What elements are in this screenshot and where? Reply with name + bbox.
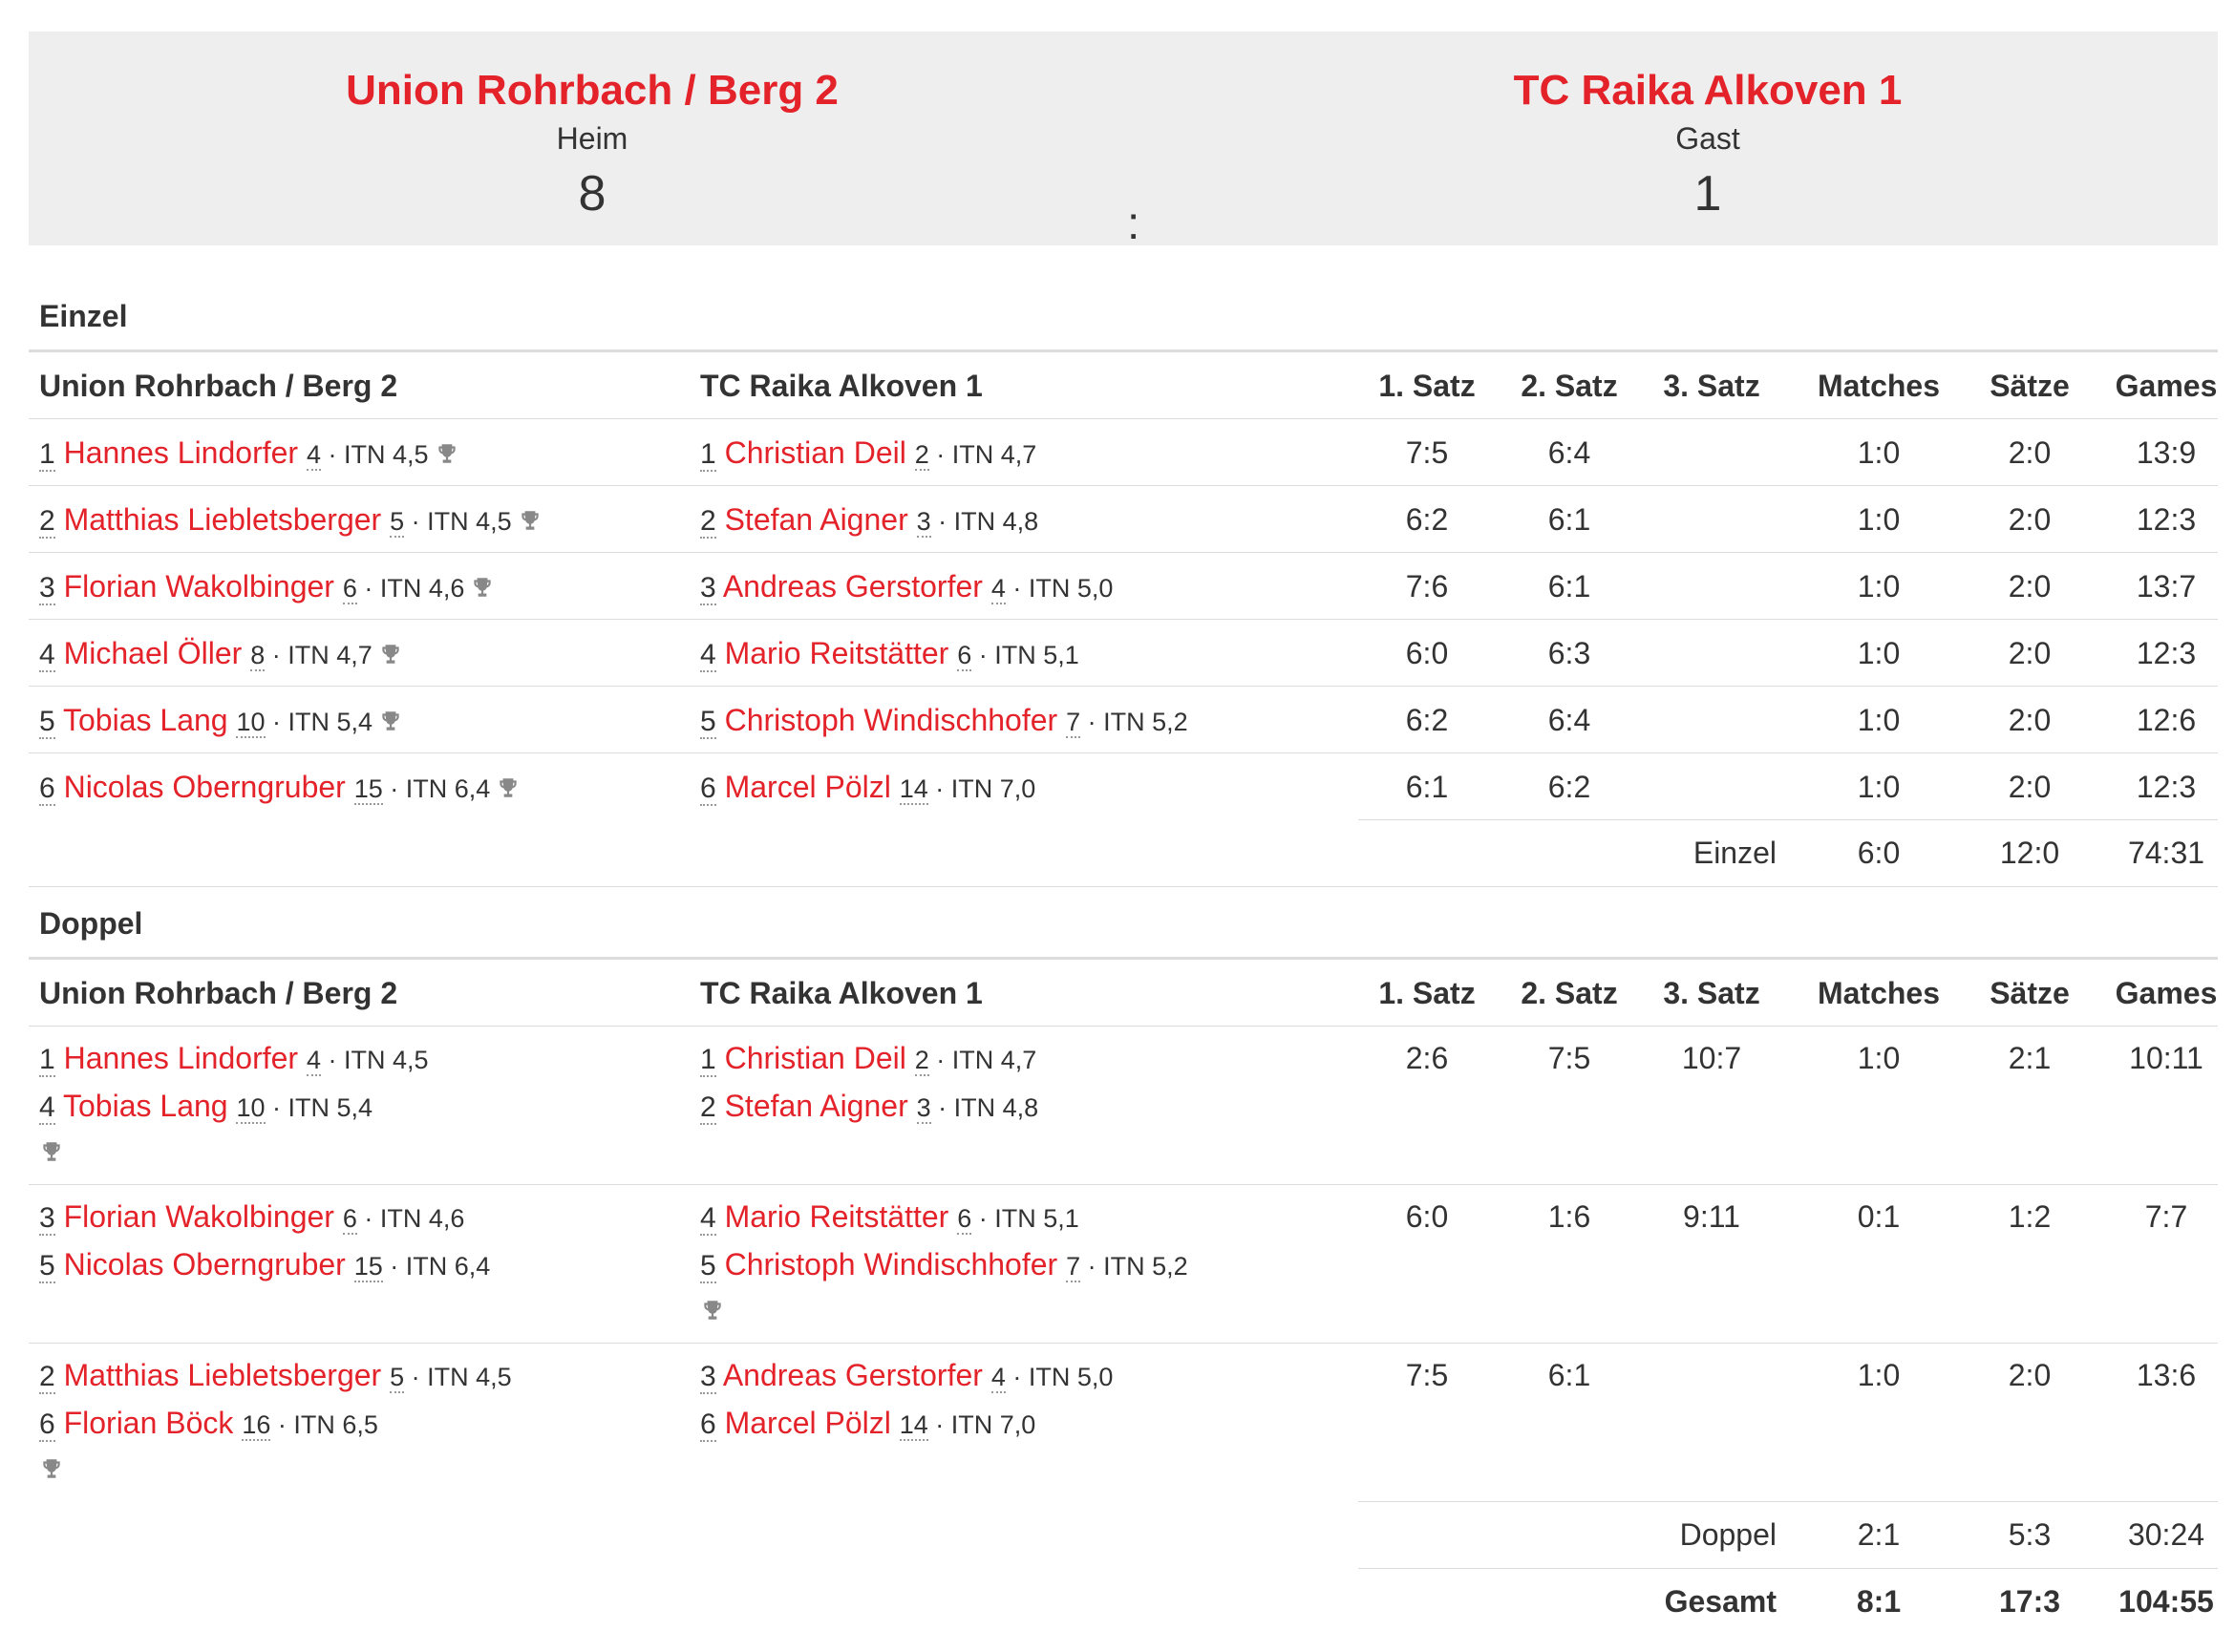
- home-player-cell: [39, 764, 521, 812]
- player-rank: 3: [39, 1202, 55, 1234]
- player-rating: [957, 641, 1079, 671]
- player-rank: 5: [39, 706, 55, 737]
- player-lk: 7: [1066, 1252, 1081, 1281]
- player-rating: [343, 574, 465, 604]
- trophy-icon: [700, 1298, 725, 1323]
- games-score: 13:7: [2136, 569, 2197, 604]
- player-rating: [915, 440, 1037, 471]
- matches-score: 1:0: [1857, 1358, 1901, 1392]
- player-itn: · ITN 5,1: [978, 641, 1079, 669]
- player-rank: 2: [700, 1091, 716, 1123]
- section-title-einzel: Einzel: [39, 299, 128, 333]
- player-name-link[interactable]: Tobias Lang: [63, 1089, 228, 1123]
- saetze-score: 1:2: [2008, 1199, 2052, 1234]
- trophy-icon: [518, 508, 543, 533]
- player-itn: · ITN 5,0: [1012, 574, 1114, 603]
- player-name-link[interactable]: Mario Reitstätter: [724, 636, 949, 670]
- home-pair-cell: [39, 1194, 490, 1289]
- summary-saetze: 17:3: [1998, 1584, 2061, 1619]
- player-lk: 4: [990, 1363, 1006, 1391]
- satz-2-score: 6:3: [1547, 636, 1591, 670]
- player-lk: 3: [916, 1093, 931, 1122]
- player-rating: [900, 774, 1036, 805]
- einzel-summary-row: [29, 819, 2218, 886]
- player: [700, 764, 1035, 812]
- doppel-match-row: [29, 1026, 2218, 1185]
- player-lk: 15: [353, 1252, 383, 1281]
- player-itn: · ITN 6,4: [390, 1252, 491, 1281]
- summary-matches: 6:0: [1857, 836, 1901, 870]
- player-rating: [236, 1093, 372, 1124]
- section-title-doppel: Doppel: [39, 906, 143, 941]
- games-score: 13:9: [2136, 435, 2197, 470]
- player-rank: 6: [700, 1408, 716, 1440]
- player: [39, 430, 459, 477]
- player-itn: · ITN 5,4: [272, 1093, 373, 1122]
- satz-2-score: 7:5: [1547, 1041, 1591, 1075]
- summary-label: Gesamt: [1664, 1584, 1777, 1619]
- guest-pair-cell: [700, 1352, 1113, 1448]
- satz-2-score: 6:4: [1547, 703, 1591, 737]
- guest-team-score: 1: [1693, 166, 1722, 222]
- doppel-match-row: [29, 1184, 2218, 1344]
- player-itn: · ITN 6,4: [390, 774, 491, 803]
- player-name-link[interactable]: Florian Wakolbinger: [63, 1199, 334, 1234]
- summary-matches: 2:1: [1857, 1517, 1901, 1552]
- home-player-cell: [39, 630, 403, 678]
- player-itn: · ITN 5,4: [272, 708, 373, 736]
- col-satz-3: 3. Satz: [1663, 369, 1760, 403]
- col-matches: Matches: [1817, 976, 1941, 1010]
- winner-marker: [39, 1131, 429, 1173]
- player: [700, 630, 1079, 678]
- player: [39, 1352, 512, 1400]
- col-saetze: Sätze: [1990, 369, 2070, 403]
- player-itn: · ITN 6,5: [277, 1410, 378, 1439]
- player-name-link[interactable]: Florian Wakolbinger: [63, 569, 334, 604]
- player-lk: 10: [236, 708, 266, 736]
- player-name-link[interactable]: Hannes Lindorfer: [63, 1041, 299, 1075]
- satz-1-score: 2:6: [1405, 1041, 1449, 1075]
- trophy-icon: [435, 441, 459, 466]
- games-score: 13:6: [2136, 1358, 2197, 1392]
- satz-1-score: 6:0: [1405, 636, 1449, 670]
- player-rank: 6: [700, 773, 716, 804]
- einzel-match-row: [29, 619, 2218, 687]
- satz-3-score: 10:7: [1681, 1041, 1742, 1075]
- player-rating: [917, 507, 1039, 538]
- summary-games: 74:31: [2127, 836, 2205, 870]
- satz-1-score: 6:0: [1405, 1199, 1449, 1234]
- home-pair-cell: [39, 1035, 429, 1173]
- player-rating: [991, 574, 1114, 604]
- guest-team-name[interactable]: TC Raika Alkoven 1: [1513, 67, 1903, 114]
- player-name-link[interactable]: Stefan Aigner: [724, 1089, 908, 1123]
- player-lk: 8: [250, 641, 266, 669]
- guest-player-cell: [700, 630, 1079, 678]
- player-name-link[interactable]: Christoph Windischhofer: [724, 1247, 1058, 1281]
- doppel-summary-row: [29, 1501, 2218, 1568]
- satz-2-score: 1:6: [1547, 1199, 1591, 1234]
- score-separator: :: [1127, 199, 1140, 249]
- player: [700, 1241, 1188, 1289]
- player-lk: 3: [916, 507, 931, 536]
- player-itn: · ITN 5,2: [1087, 708, 1188, 736]
- home-player-cell: [39, 430, 459, 477]
- player-rank: 2: [39, 1361, 55, 1392]
- player: [39, 1241, 490, 1289]
- summary-label: Einzel: [1692, 836, 1777, 870]
- player-rating: [390, 507, 512, 538]
- player-rank: 2: [700, 505, 716, 537]
- matches-score: 1:0: [1857, 1041, 1901, 1075]
- player-rank: 3: [39, 572, 55, 604]
- col-home-team: Union Rohrbach / Berg 2: [39, 976, 398, 1010]
- player-rank: 4: [39, 639, 55, 670]
- player-lk: 6: [342, 574, 357, 603]
- player-lk: 6: [957, 1204, 972, 1233]
- player-name-link[interactable]: Christian Deil: [724, 435, 906, 470]
- player-itn: · ITN 5,1: [978, 1204, 1079, 1233]
- einzel-match-row: [29, 552, 2218, 620]
- player: [39, 497, 543, 544]
- player-rating: [1066, 1252, 1188, 1282]
- player-rating: [991, 1363, 1114, 1393]
- games-score: 10:11: [2129, 1041, 2203, 1075]
- player-rating: [917, 1093, 1039, 1124]
- player-name-link[interactable]: Marcel Pölzl: [724, 770, 891, 804]
- saetze-score: 2:0: [2008, 435, 2052, 470]
- player-name-link[interactable]: Florian Böck: [63, 1406, 234, 1440]
- player-name-link[interactable]: Andreas Gerstorfer: [722, 569, 983, 604]
- player-name-link[interactable]: Christian Deil: [724, 1041, 906, 1075]
- player-itn: · ITN 5,2: [1087, 1252, 1188, 1281]
- player-rank: 4: [700, 639, 716, 670]
- player: [39, 697, 403, 745]
- player-rating: [915, 1046, 1037, 1076]
- player-itn: · ITN 5,0: [1012, 1363, 1114, 1391]
- saetze-score: 2:0: [2008, 770, 2052, 804]
- player-itn: · ITN 4,6: [364, 574, 465, 603]
- player-rating: [1066, 708, 1188, 738]
- player: [700, 497, 1038, 544]
- player-rank: 5: [39, 1250, 55, 1281]
- player-itn: · ITN 7,0: [935, 774, 1036, 803]
- satz-1-score: 6:1: [1405, 770, 1449, 804]
- summary-divider: [1358, 819, 2218, 820]
- player-lk: 6: [957, 641, 972, 669]
- summary-divider: [1358, 1568, 2218, 1569]
- matches-score: 1:0: [1857, 636, 1901, 670]
- saetze-score: 2:0: [2008, 703, 2052, 737]
- saetze-score: 2:0: [2008, 636, 2052, 670]
- player-lk: 10: [236, 1093, 266, 1122]
- player-name-link[interactable]: Hannes Lindorfer: [63, 435, 299, 470]
- matches-score: 1:0: [1857, 569, 1901, 604]
- col-saetze: Sätze: [1990, 976, 2070, 1010]
- player-rank: 1: [39, 1044, 55, 1075]
- player: [700, 563, 1113, 611]
- player-rank: 5: [700, 706, 716, 737]
- player-name-link[interactable]: Andreas Gerstorfer: [722, 1358, 983, 1392]
- player-lk: 4: [306, 440, 321, 469]
- home-pair-cell: [39, 1352, 512, 1490]
- trophy-icon: [39, 1139, 64, 1164]
- satz-1-score: 6:2: [1405, 703, 1449, 737]
- player-itn: · ITN 4,5: [411, 1363, 512, 1391]
- player-lk: 16: [242, 1410, 271, 1439]
- player-rank: 6: [39, 1408, 55, 1440]
- player-rank: 1: [700, 1044, 716, 1075]
- summary-games: 30:24: [2127, 1517, 2205, 1552]
- player-itn: · ITN 4,6: [364, 1204, 465, 1233]
- player-itn: · ITN 4,8: [938, 1093, 1039, 1122]
- matches-score: 1:0: [1857, 502, 1901, 537]
- player-lk: 2: [914, 440, 929, 469]
- summary-matches: 8:1: [1856, 1584, 1902, 1619]
- games-score: 12:3: [2136, 770, 2197, 804]
- player: [39, 563, 495, 611]
- player-lk: 4: [306, 1046, 321, 1074]
- games-score: 12:6: [2136, 703, 2197, 737]
- player-lk: 7: [1066, 708, 1081, 736]
- player-rating: [307, 1046, 429, 1076]
- satz-2-score: 6:1: [1547, 569, 1591, 604]
- satz-1-score: 7:5: [1405, 435, 1449, 470]
- player-lk: 15: [353, 774, 383, 803]
- player-rating: [900, 1410, 1036, 1441]
- winner-marker: [700, 1289, 1188, 1331]
- player-rank: 1: [39, 438, 55, 470]
- player-rank: 6: [39, 773, 55, 804]
- doppel-match-row: [29, 1343, 2218, 1502]
- trophy-icon: [378, 642, 403, 667]
- satz-1-score: 7:5: [1405, 1358, 1449, 1392]
- games-score: 12:3: [2136, 502, 2197, 537]
- guest-team: [1278, 32, 2138, 224]
- player: [700, 430, 1036, 477]
- col-home-team: Union Rohrbach / Berg 2: [39, 369, 398, 403]
- player-itn: · ITN 7,0: [935, 1410, 1036, 1439]
- player-rating: [242, 1410, 378, 1441]
- match-header: [29, 32, 2218, 249]
- home-team: [162, 32, 1022, 224]
- summary-saetze: 5:3: [2008, 1517, 2052, 1552]
- player-name-link[interactable]: Nicolas Oberngruber: [63, 1247, 346, 1281]
- player-itn: · ITN 4,7: [271, 641, 372, 669]
- total-summary-row: [29, 1568, 2218, 1635]
- player-name-link[interactable]: Marcel Pölzl: [724, 1406, 891, 1440]
- player: [700, 1194, 1188, 1241]
- guest-player-cell: [700, 563, 1113, 611]
- col-guest-team: TC Raika Alkoven 1: [700, 976, 983, 1010]
- player: [700, 1400, 1113, 1448]
- guest-pair-cell: [700, 1035, 1038, 1131]
- einzel-end-divider: [29, 886, 2218, 887]
- guest-player-cell: [700, 497, 1038, 544]
- player-lk: 6: [342, 1204, 357, 1233]
- player: [39, 1400, 512, 1448]
- satz-2-score: 6:1: [1547, 1358, 1591, 1392]
- home-player-cell: [39, 563, 495, 611]
- player: [39, 630, 403, 678]
- home-player-cell: [39, 697, 403, 745]
- player-rating: [343, 1204, 465, 1235]
- player: [39, 764, 521, 812]
- satz-1-score: 7:6: [1405, 569, 1449, 604]
- home-team-score: 8: [578, 166, 607, 222]
- matches-score: 1:0: [1857, 435, 1901, 470]
- col-satz-2: 2. Satz: [1521, 976, 1618, 1010]
- player-rating: [354, 1252, 491, 1282]
- col-matches: Matches: [1817, 369, 1941, 403]
- table-header-row: [29, 349, 2218, 419]
- satz-2-score: 6:2: [1547, 770, 1591, 804]
- player-lk: 2: [914, 1046, 929, 1074]
- player-name-link[interactable]: Michael Öller: [63, 636, 243, 670]
- satz-1-score: 6:2: [1405, 502, 1449, 537]
- guest-player-cell: [700, 764, 1035, 812]
- player: [39, 1083, 429, 1131]
- player-rating: [957, 1204, 1079, 1235]
- player-lk: 4: [990, 574, 1006, 603]
- saetze-score: 2:0: [2008, 502, 2052, 537]
- summary-divider: [1358, 1501, 2218, 1502]
- guest-player-cell: [700, 697, 1188, 745]
- summary-saetze: 12:0: [1999, 836, 2060, 870]
- einzel-match-row: [29, 418, 2218, 486]
- player-rating: [354, 774, 491, 805]
- col-satz-3: 3. Satz: [1663, 976, 1760, 1010]
- player-itn: · ITN 4,5: [411, 507, 512, 536]
- trophy-icon: [378, 709, 403, 733]
- col-games: Games: [2115, 369, 2218, 403]
- player: [700, 1035, 1038, 1083]
- satz-3-score: 9:11: [1683, 1199, 1740, 1234]
- player-rank: 4: [700, 1202, 716, 1234]
- home-player-cell: [39, 497, 543, 544]
- trophy-icon: [496, 775, 521, 800]
- satz-2-score: 6:1: [1547, 502, 1591, 537]
- matches-score: 1:0: [1857, 703, 1901, 737]
- player-rank: 3: [700, 1361, 716, 1392]
- games-score: 12:3: [2136, 636, 2197, 670]
- player-name-link[interactable]: Matthias Liebletsberger: [63, 502, 382, 537]
- matches-score: 1:0: [1857, 770, 1901, 804]
- home-team-name[interactable]: Union Rohrbach / Berg 2: [346, 67, 839, 114]
- guest-pair-cell: [700, 1194, 1188, 1331]
- guest-player-cell: [700, 430, 1036, 477]
- games-score: 7:7: [2144, 1199, 2188, 1234]
- player: [39, 1194, 490, 1241]
- player-itn: · ITN 4,7: [936, 440, 1037, 469]
- player-rank: 5: [700, 1250, 716, 1281]
- player: [39, 1035, 429, 1083]
- player-rank: 3: [700, 572, 716, 604]
- player: [700, 1352, 1113, 1400]
- saetze-score: 2:1: [2008, 1041, 2052, 1075]
- player-rank: 2: [39, 505, 55, 537]
- saetze-score: 2:0: [2008, 1358, 2052, 1392]
- player-itn: · ITN 4,8: [938, 507, 1039, 536]
- player-lk: 5: [390, 1363, 405, 1391]
- saetze-score: 2:0: [2008, 569, 2052, 604]
- player-itn: · ITN 4,5: [328, 440, 429, 469]
- col-games: Games: [2115, 976, 2218, 1010]
- player-name-link[interactable]: Matthias Liebletsberger: [63, 1358, 382, 1392]
- player-lk: 14: [899, 774, 928, 803]
- guest-team-role: Gast: [1675, 121, 1740, 156]
- einzel-match-row: [29, 485, 2218, 553]
- trophy-icon: [470, 575, 495, 600]
- col-guest-team: TC Raika Alkoven 1: [700, 369, 983, 403]
- player: [700, 697, 1188, 745]
- matches-score: 0:1: [1857, 1199, 1901, 1234]
- player-itn: · ITN 4,7: [936, 1046, 1037, 1074]
- satz-2-score: 6:4: [1547, 435, 1591, 470]
- player-name-link[interactable]: Mario Reitstätter: [724, 1199, 949, 1234]
- player-rating: [250, 641, 372, 671]
- player-name-link[interactable]: Stefan Aigner: [724, 502, 908, 537]
- summary-label: Doppel: [1679, 1517, 1777, 1552]
- player-lk: 5: [390, 507, 405, 536]
- col-satz-1: 1. Satz: [1378, 976, 1476, 1010]
- player-rating: [390, 1363, 512, 1393]
- table-header-row: [29, 957, 2218, 1027]
- col-satz-2: 2. Satz: [1521, 369, 1618, 403]
- player-name-link[interactable]: Nicolas Oberngruber: [63, 770, 346, 804]
- col-satz-1: 1. Satz: [1378, 369, 1476, 403]
- player-rating: [307, 440, 429, 471]
- player-rank: 1: [700, 438, 716, 470]
- player-lk: 14: [899, 1410, 928, 1439]
- home-team-role: Heim: [556, 121, 628, 156]
- player: [700, 1083, 1038, 1131]
- player-name-link[interactable]: Christoph Windischhofer: [724, 703, 1058, 737]
- summary-games: 104:55: [2118, 1584, 2214, 1619]
- player-itn: · ITN 4,5: [328, 1046, 429, 1074]
- trophy-icon: [39, 1456, 64, 1481]
- player-rating: [236, 708, 372, 738]
- player-name-link[interactable]: Tobias Lang: [63, 703, 228, 737]
- player-rank: 4: [39, 1091, 55, 1123]
- winner-marker: [39, 1448, 512, 1490]
- einzel-match-row: [29, 686, 2218, 753]
- einzel-match-row: [29, 752, 2218, 820]
